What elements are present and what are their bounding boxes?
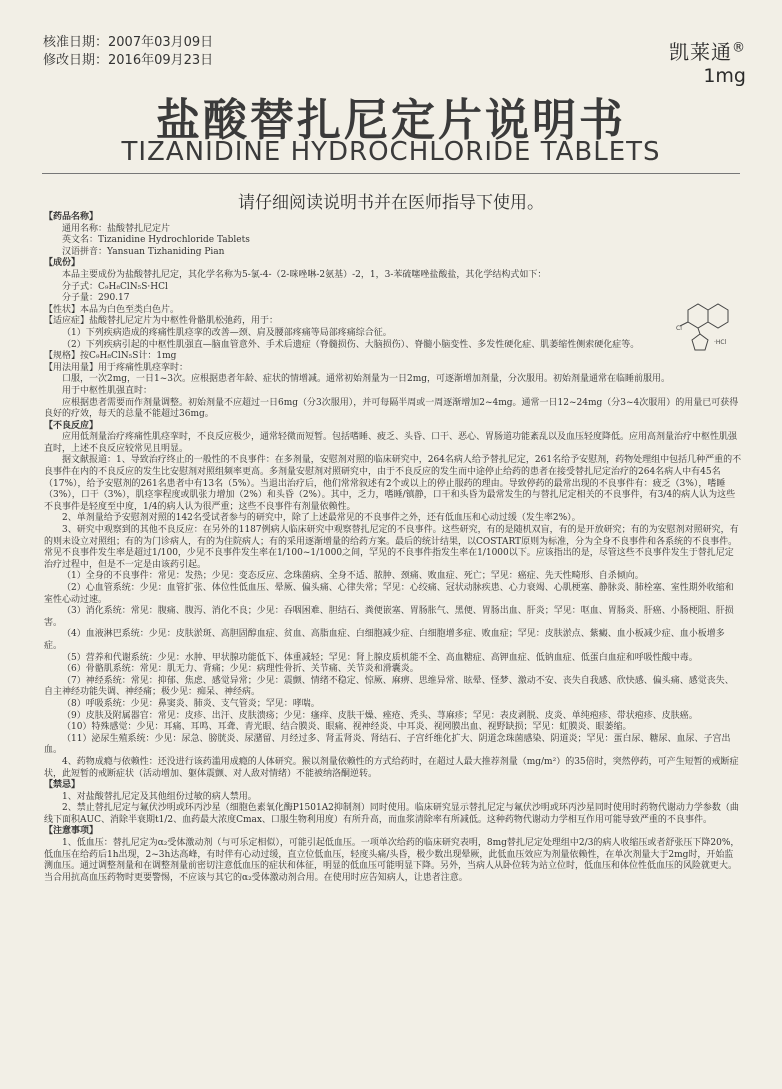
page-subtitle: TIZANIDINE HYDROCHLORIDE TABLETS bbox=[121, 137, 661, 167]
brand-block bbox=[669, 36, 746, 87]
system-2: （2）心血管系统：少见：血管扩张、体位性低血压、晕厥、偏头痛、心律失常；罕见：心绞痛、冠状动脉疾患、心力衰竭、心肌梗塞、静脉炎、肺栓塞、室性期外收缩和室性心动过速。 bbox=[44, 583, 734, 605]
notice: 请仔细阅读说明书并在医师指导下使用。 bbox=[238, 193, 544, 213]
brand-name: 凯莱通® bbox=[669, 40, 746, 64]
brand-dose: 1mg bbox=[703, 65, 746, 87]
page-title: 盐酸替扎尼定片说明书 bbox=[156, 95, 626, 146]
dosage-2: 应根据患者需要而作剂量调整。初始剂量不应超过一日6mg（分3次服用），并可每隔半周或一周逐渐增加2~4mg。通常一日12~24mg（分3~4次服用）的用量已可获得良好的疗效，每天的总量不能超过36mg。 bbox=[44, 397, 739, 420]
adverse-5: 4、药物成瘾与依赖性：还没进行该药滥用成瘾的人体研究。猴以剂量依赖性的方式给药时，在超过人最大推荐剂量（mg/m²）的35倍时，突然停药，可产生短暂的戒断症状，此短暂的戒断症状（活动增加、躯体震颤、对人敌对情绪）不能被纳洛酮逆转。 bbox=[44, 756, 739, 779]
registered-mark: ® bbox=[732, 40, 746, 56]
specification: 【规格】按C₉H₈ClN₅S计：1mg bbox=[44, 351, 177, 362]
system-3: （3）消化系统：常见：腹痛、腹泻、消化不良；少见：吞咽困难、胆结石、粪便嵌塞、胃肠胀气、黑便、胃肠出血、肝炎；罕见：呕血、胃肠炎、肝癌、小肠梗阻、肝损害。 bbox=[44, 606, 734, 628]
dosage-heading: 【用法用量】用于疼痛性肌痉挛时： bbox=[44, 362, 189, 373]
approval-date: 核准日期：2007年03月09日 bbox=[43, 35, 214, 50]
generic-name: 通用名称：盐酸替扎尼定片 bbox=[62, 223, 171, 234]
pinyin-name: 汉语拼音：Yansuan Tizhaniding Pian bbox=[62, 246, 225, 257]
adverse-heading: 【不良反应】 bbox=[44, 420, 99, 431]
section-composition-heading: 【成份】 bbox=[44, 258, 81, 269]
system-6: （6）骨骼肌系统：常见：肌无力、背痛；少见：病理性骨折、关节痛、关节炎和滑囊炎。 bbox=[62, 664, 419, 675]
contraindications-heading: 【禁忌】 bbox=[44, 780, 81, 791]
leaflet-body bbox=[44, 212, 742, 884]
english-name: 英文名：Tizanidine Hydrochloride Tablets bbox=[62, 235, 250, 246]
system-8: （8）呼吸系统：少见：鼻窦炎、肺炎、支气管炎；罕见：哮喘。 bbox=[62, 698, 320, 709]
system-1: （1）全身的不良事件：常见：发热；少见：变态反应、念珠菌病、全身不适、脓肿、颈痛、败血症、死亡；罕见：癌症、先天性畸形、自杀倾向。 bbox=[62, 571, 644, 582]
revision-date: 修改日期：2016年09月23日 bbox=[43, 53, 214, 68]
adverse-4: 3、研究中观察到的其他不良反应：在另外的1187例病人临床研究中观察替扎尼定的不良事件。这些研究，有的是随机双盲，有的是开放研究；有的为安慰剂对照研究，有的则未设立对照组；有的为门诊病人，有的为住院病人；有的采用逐渐增量的给药方案。最后的统计结果，以COSTART原则为标准，分为全身不良事件和各系统的不良事件。常见不良事件发生率是超过1/100，少见不良事件发生率在1/100~1/1000之间，罕见的不良事件指发生率在1/1000以下。应该指出的是，尽管这些不良事件发生于替扎尼定治疗过程中，但是不一定是由该药引起。 bbox=[44, 525, 739, 570]
indication-1: （1）下列疾病造成的疼痛性肌痉挛的改善—颈、肩及腰部疼痛等局部疼痛综合征。 bbox=[62, 327, 392, 338]
adverse-3: 2、单剂量给予安慰剂对照的142名受试者参与的研究中，除了上述最常见的不良事件之外，还有低血压和心动过缓（发生率2%）。 bbox=[62, 513, 581, 524]
system-11: （11）泌尿生殖系统：少见：尿急、膀胱炎、尿潴留、月经过多、肾盂肾炎、肾结石、子宫纤维化扩大、阴道念珠菌感染、阴道炎；罕见：蛋白尿、糖尿、血尿、子宫出血。 bbox=[44, 733, 731, 756]
system-4: （4）血液淋巴系统：少见：皮肤淤斑、高胆固醇血症、贫血、高脂血症、白细胞减少症、白细胞增多症、败血症；罕见：皮肤淤点、紫癜、血小板减少症、血小板增多症。 bbox=[44, 629, 725, 651]
system-5: （5）营养和代谢系统：少见：水肿、甲状腺功能低下、体重减轻；罕见：肾上腺皮质机能不全、高血糖症、高钾血症、低钠血症、低蛋白血症和呼吸性酸中毒。 bbox=[62, 652, 698, 663]
divider bbox=[42, 173, 740, 174]
svg-text:·HCl: ·HCl bbox=[714, 339, 727, 346]
indication-2: （2）下列疾病引起的中枢性肌强直—脑血管意外、手术后遗症（脊髓损伤、大脑损伤）、脊髓小脑变性、多发性硬化症、肌萎缩性侧索硬化症等。 bbox=[62, 339, 640, 350]
molecular-weight: 分子量：290.17 bbox=[62, 293, 130, 304]
dosage-2-heading: 用于中枢性肌强直时： bbox=[62, 385, 153, 396]
properties: 【性状】本品为白色至类白色片。 bbox=[44, 304, 180, 315]
system-7: （7）神经系统：常见：抑郁、焦虑、感觉异常；少见：震颤、情绪不稳定、惊厥、麻痹、思维异常、眩晕、怪梦、激动不安、丧失自我感、欣快感、偏头痛、感觉丧失、自主神经功能失调、神经痛；极少见：痴呆、神经病。 bbox=[44, 675, 734, 698]
contraindication-2: 2、禁止替扎尼定与氟伏沙明或环丙沙星（细胞色素氧化酶P1501A2抑制剂）同时使用。临床研究显示替扎尼定与氟伏沙明或环丙沙星同时使用时药物代谢动力学参数（曲线下面积AUC、消除半衰期t1/2、血药最大浓度Cmax、口服生物利用度）有所升高，而血浆清除率有所减低。这种药物代谢动力学相互作用可能导致严重的不良事件。 bbox=[44, 803, 739, 825]
precautions-heading: 【注意事项】 bbox=[44, 826, 99, 837]
svg-text:Cl: Cl bbox=[676, 325, 682, 332]
system-9: （9）皮肤及附属器官：常见：皮疹、出汗、皮肤溃疡；少见：瘙痒、皮肤干燥、痤疮、秃头、荨麻疹；罕见：表皮剥脱、皮炎、单纯疱疹、带状疱疹、皮肤癌。 bbox=[62, 710, 698, 721]
molecular-formula: 分子式：C₉H₈ClN₅S·HCl bbox=[62, 281, 168, 292]
system-10: （10）特殊感觉：少见：耳痛、耳鸣、耳聋、青光眼、结合膜炎、眼痛、视神经炎、中耳炎、视网膜出血、视野缺损；罕见：虹膜炎、眼萎缩。 bbox=[62, 722, 632, 733]
precaution-1: 1、低血压：替扎尼定为α₂受体激动剂（与可乐定相似），可能引起低血压。一项单次给药的临床研究表明，8mg替扎尼定处理组中2/3的病人收缩压或者舒张压下降20%，低血压在给药后1h出现，2~3h达高峰，有时伴有心动过缓，直立位低血压，轻度头痛/头昏，极少数出现晕厥，此低血压效应为剂量依赖性，在单次剂量大于2mg时，开始监测血压。通过调整剂量和在调整剂量前密切注意低血压的症状和体征，明显的低血压可能明显下降。另外，当病人从卧位转为站立位时，低血压和体位性低血压的风险就更大。当合用抗高血压药物时更要警惕，不应该与其它的α₂受体激动剂合用。在使用时应告知病人，让患者注意。 bbox=[44, 838, 740, 883]
contraindication-1: 1、对盐酸替扎尼定及其他组份过敏的病人禁用。 bbox=[62, 791, 257, 802]
composition-text: 本品主要成份为盐酸替扎尼定，其化学名称为5-氯-4-（2-咪唑啉-2氨基）-2，1，3-苯硫噻唑盐酸盐，其化学结构式如下： bbox=[62, 269, 547, 280]
section-name-heading: 【药品名称】 bbox=[44, 212, 99, 222]
dates-block bbox=[43, 34, 213, 70]
indications-heading: 【适应症】盐酸替扎尼定片为中枢性骨骼肌松弛药，用于： bbox=[44, 316, 279, 327]
dosage-1: 口服，一次2mg，一日1~3次。应根据患者年龄、症状的情增减。通常初始剂量为一日2mg，可逐渐增加剂量，分次服用。初始剂量通常在临睡前服用。 bbox=[62, 374, 671, 385]
adverse-2: 据文献报道：1、导致治疗终止的一般性的不良事件：在多剂量，安慰剂对照的临床研究中，264名病人给予替扎尼定，261名给予安慰剂，药物处理组中包括几种严重的不良事件在内的不良反应的发生比安慰剂对照组频率更高。多剂量安慰剂对照研究中，由于不良反应的发生而中途停止给药的患者在接受替扎尼定治疗的264名病人中有45名（17%），给予安慰剂的261名患者中有13名（5%）。当退出治疗后，他们常常叙述有2个或以上的停止服药的理由。导致停药的最常出现的不良事件有：疲乏（3%），嗜睡（3%），口干（3%），肌痉挛程度或肌张力增加（2%）和头昏（2%）。其中，乏力，嗜睡/镇静，口干和头昏为最常发生的与替扎尼定相关的不良事件，有3/4的病人认为这些不良事件是轻度至中度，1/4的病人认为很严重；这些不良事件有剂量依赖性。 bbox=[44, 455, 742, 512]
adverse-1: 应用低剂量治疗疼痛性肌痉挛时，不良反应极少，通常轻微而短暂。包括嗜睡、疲乏、头昏、口干、恶心、胃肠道功能紊乱以及血压轻度降低。应用高剂量治疗中枢性肌强直时，上述不良反应较常见且明显。 bbox=[44, 432, 738, 454]
